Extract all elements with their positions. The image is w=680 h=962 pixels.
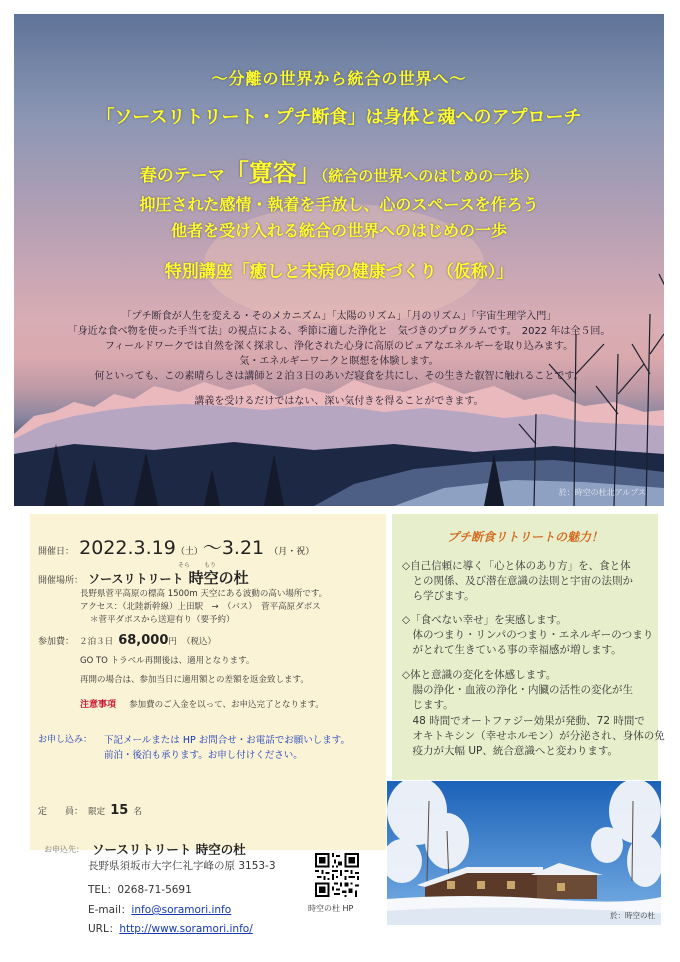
email-link[interactable]: info@soramori.info — [131, 904, 232, 916]
note-goto: GO TO トラベル再開後は、適用となります。 — [80, 656, 255, 666]
lodge-photo-credit: 於：時空の杜 — [610, 911, 655, 920]
apply-text-1: 下記メールまたは HP お問合せ・お電話でお願いします。 — [104, 735, 350, 746]
appeal-line: 腸の浄化・血液の浄化・内臓の活性の変化が生 — [402, 684, 633, 696]
fee-label: 参加費： — [38, 637, 75, 647]
apply-label: お申し込み： — [38, 735, 93, 745]
url-link[interactable]: http://www.soramori.info/ — [119, 923, 253, 935]
snowy-lodge-image — [387, 781, 661, 925]
body-text-4: 気・エネルギーワークと瞑想を体験します。 — [239, 356, 439, 367]
url-row — [88, 917, 253, 936]
tel-label: TEL： — [88, 884, 118, 896]
appeal-title: プチ断食リトリートの魅力！ — [446, 530, 603, 544]
email-label: E-mail： — [88, 904, 132, 916]
tel-row — [88, 878, 192, 897]
access-info: アクセス：（北陸新幹線）上田駅 → （バス） 菅平高原ダボス — [80, 602, 321, 612]
body-text-3: フィールドワークでは自然を深く探求し、浄化された心身に高原のピュアなエネルギーを取り込みます。 — [104, 341, 574, 352]
appeal-line: じます。 — [402, 699, 454, 711]
hero-photo-credit: 於：時空の杜北アルプス — [558, 488, 646, 497]
fee-stay: ２泊３日 — [79, 637, 114, 647]
theme-prefix: 春のテーマ — [139, 166, 225, 186]
appeal-panel — [392, 514, 665, 780]
venue-prefix: ソースリトリート — [88, 572, 184, 586]
appeal-line: 48 時間でオートファジー効果が発動、72 時間で — [402, 715, 645, 727]
event-info-panel — [30, 514, 386, 850]
special-lecture-title: 特別講座「癒しと未病の健康づくり（仮称）」 — [164, 262, 514, 282]
appeal-line: との関係、及び潜在意識の法則と宇宙の法則か — [402, 575, 633, 587]
appeal-line: 体のつまり・リンパのつまり・エネルギーのつまり — [402, 629, 654, 641]
body-text-1: 「プチ断食が人生を変える・そのメカニズム」「太陽のリズム」「月のリズム」「宇宙生理学入門」 — [121, 311, 557, 322]
date-separator: ～ — [202, 537, 222, 559]
note-refund: 再開の場合は、参加当日に適用額との差額を返金致します。 — [80, 675, 309, 685]
fee-row — [38, 629, 216, 648]
headline-line-5: 他者を受け入れる統合の世界へのはじめの一歩 — [170, 221, 507, 240]
venue-ruby-2: もり — [204, 562, 217, 569]
caution-row — [80, 692, 324, 711]
url-label: URL： — [88, 923, 120, 935]
capacity-label: 定 員： — [38, 807, 84, 817]
caution-label: 注意事項 — [80, 700, 117, 710]
date-row — [38, 533, 314, 560]
theme-suffix: （統合の世界へのはじめの一歩） — [320, 167, 539, 185]
body-text-6: 講義を受けるだけではない、深い気付きを得ることができます。 — [194, 396, 484, 407]
apply-text-2: 前泊・後泊も承ります。お申し付けください。 — [104, 750, 303, 761]
venue-name: 時空の杜 — [188, 569, 249, 587]
qr-code-icon[interactable] — [315, 853, 359, 897]
capacity-row — [38, 799, 142, 818]
appeal-line: ◇「食べない幸せ」を実感します。 — [402, 614, 567, 626]
date-end: 3.21 — [221, 537, 265, 559]
qr-caption: 時空の杜 HP — [308, 904, 354, 913]
fee-unit: 円 — [168, 637, 177, 647]
tel-number[interactable]: 0268-71-5691 — [117, 884, 192, 896]
appeal-line: ◇体と意識の変化を体感します。 — [402, 669, 557, 681]
capacity-number: 15 — [110, 803, 129, 818]
date-start: 2022.3.19 — [79, 537, 176, 559]
email-row — [88, 898, 231, 917]
venue-label: 開催場所： — [38, 576, 84, 586]
date-start-day: （土） — [175, 547, 203, 557]
appeal-line: ら学びます。 — [402, 590, 475, 602]
venue-description: 長野県菅平高原の標高 1500m 天空にある波動の高い場所です。 — [80, 589, 328, 599]
date-end-day: （月・祝） — [269, 547, 315, 557]
caution-text: 参加費のご入金を以って、お申込完了となります。 — [129, 700, 324, 710]
headline-main: 「ソースリトリート・プチ断食」は身体と魂へのアプローチ — [96, 107, 582, 128]
body-text-5: 何といっても、この素晴らしさは講師と２泊３日のあいだ寝食を共にし、その生きた叡智に触れることです。 — [94, 371, 584, 382]
appeal-line: がとれて生きている事の幸福感が増します。 — [402, 644, 622, 656]
capacity-unit: 名 — [133, 807, 142, 817]
contact-label: お申込先： — [44, 845, 84, 854]
appeal-line: ◇自己信頼に導く「心と体のあり方」を、食と体 — [402, 560, 631, 572]
body-text-2: 「身近な食べ物を使った手当て法」の視点による、季節に適した浄化と 気づきのプログラムです。 2022 年は全５回。 — [67, 326, 611, 337]
headline-subtitle: ～分離の世界から統合の世界へ～ — [211, 69, 467, 88]
headline-line-4: 抑圧された感情・執着を手放し、心のスペースを作ろう — [139, 195, 539, 214]
fee-amount: 68,000 — [118, 633, 169, 648]
date-label: 開催日： — [38, 547, 75, 557]
spring-theme-line — [14, 153, 664, 188]
access-note: ＊菅平ダボスから送迎有り（要予約） — [90, 615, 235, 625]
capacity-prefix: 限定 — [88, 807, 106, 817]
venue-row — [38, 567, 249, 588]
contact-name: ソースリトリート 時空の杜 — [92, 842, 246, 857]
appeal-line: 疫力が大幅 UP、統合意識へと変わります。 — [402, 745, 619, 757]
theme-keyword: 「寛容」 — [224, 159, 321, 187]
venue-ruby-1: そら — [178, 562, 191, 569]
appeal-line: オキトキシン（幸せホルモン）が分泌され、身体の免 — [402, 730, 665, 742]
contact-address: 長野県須坂市大字仁礼字峰の原 3153-3 — [88, 860, 276, 872]
lodge-snow-photo — [387, 781, 661, 925]
hero-photo-panel — [14, 14, 664, 506]
fee-tax: （税込） — [182, 637, 217, 647]
